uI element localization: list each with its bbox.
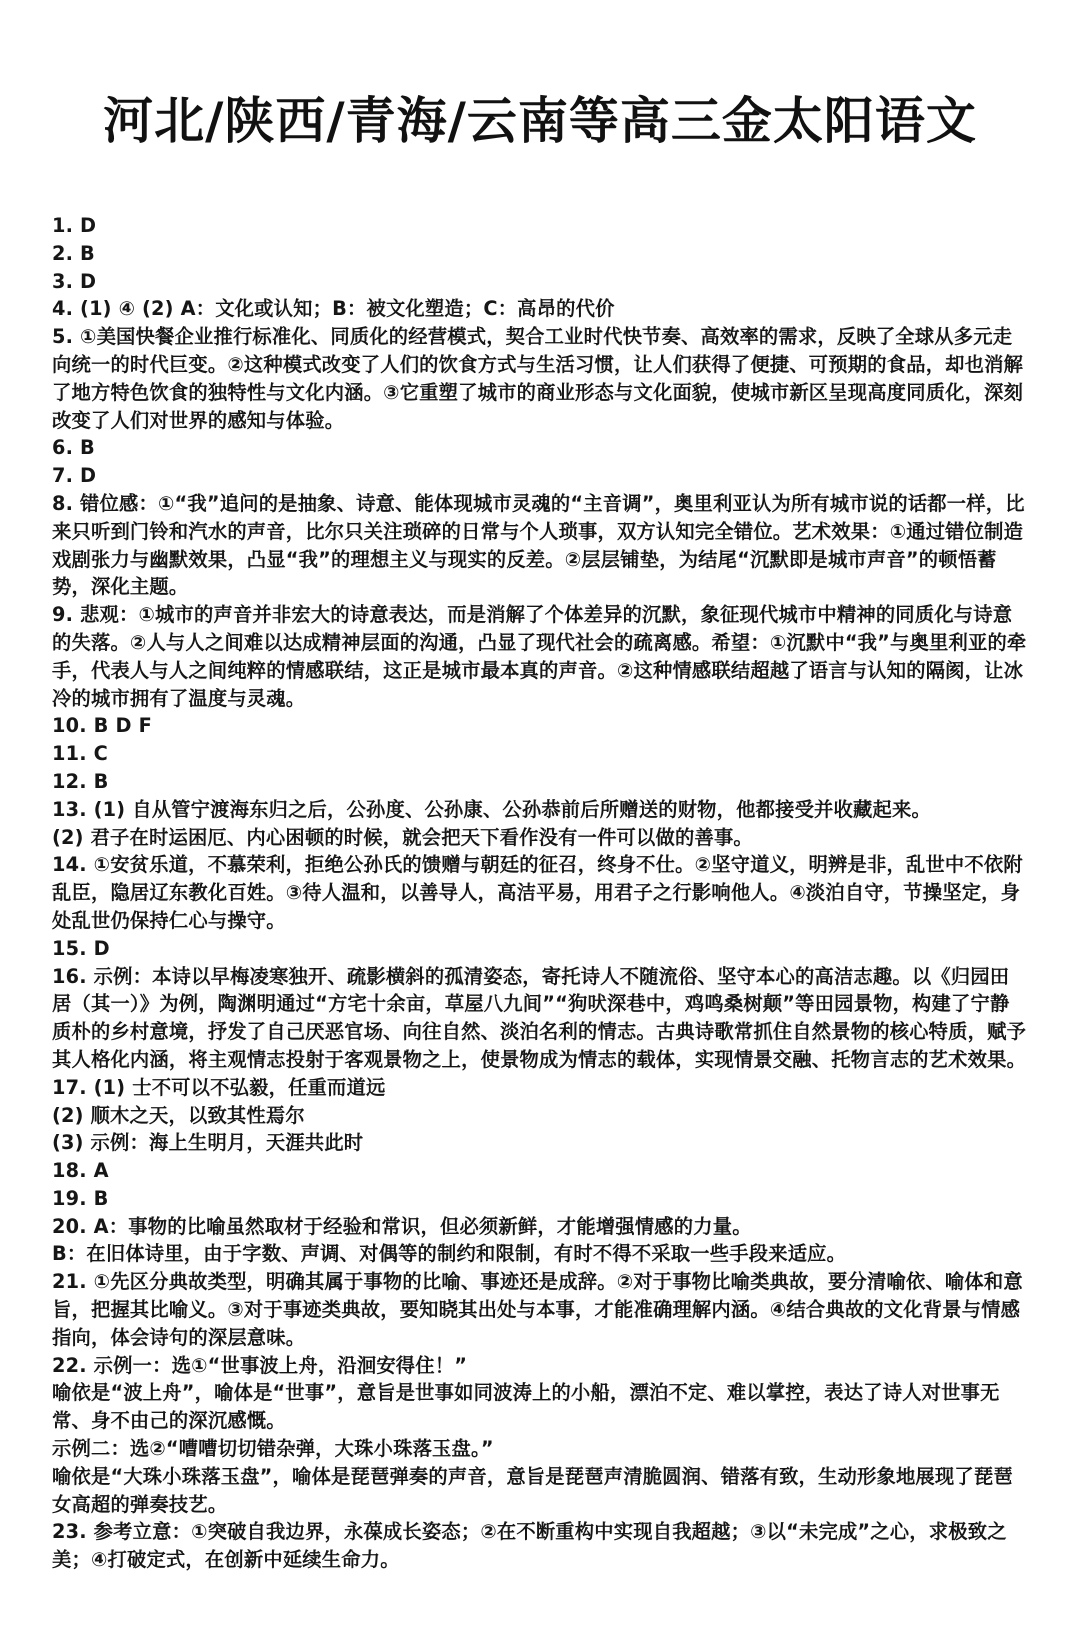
answer-line: 13. (1) 自从管宁渡海东归之后，公孙度、公孙康、公孙恭前后所赠送的财物，他都接受并收藏起来。 xyxy=(52,797,931,821)
answer-line: 17. (1) 士不可以不弘毅，任重而道远 xyxy=(52,1075,386,1099)
answer-line: 15. D xyxy=(52,936,110,960)
answer-line: 3. D xyxy=(52,269,97,293)
answer-line: 1. D xyxy=(52,214,97,237)
answer-line: 示例二：选②“嘈嘈切切错杂弹，大珠小珠落玉盘。” xyxy=(52,1437,494,1461)
answer-line: 6. B xyxy=(52,436,95,460)
answer-line: 7. D xyxy=(52,464,97,488)
answer-line: 喻依是“大珠小珠落玉盘”，喻体是琵琶弹奏的声音，意旨是琵琶声清脆圆润、错落有致，生动形象地展现了琵琶女高超的弹奏技艺。 xyxy=(52,1464,1013,1516)
answer-line: 8. 错位感：①“我”追问的是抽象、诗意、能体现城市灵魂的“主音调”，奥里利亚认为所有城市说的话都一样，比来只听到门铃和汽水的声音，比尔只关注琐碎的日常与个人琐事，双方认知完全错位。艺术效果：①通过错位制造戏剧张力与幽默效果，凸显“我”的理想主义与现实的反差。②层层铺垫，为结尾“沉默即是城市声音”的顿悟蓄势，深化主题。 xyxy=(52,491,1025,599)
answer-line: 21. ①先区分典故类型，明确其属于事物的比喻、事迹还是成辞。②对于事物比喻类典故，要分清喻依、喻体和意旨，把握其比喻义。③对于事迹类典故，要知晓其出处与本事，才能准确理解内涵。④结合典故的文化背景与情感指向，体会诗句的深层意味。 xyxy=(52,1270,1023,1349)
answer-line: (2) 君子在时运困厄、内心困顿的时候，就会把天下看作没有一件可以做的善事。 xyxy=(52,825,753,849)
answer-line: B：在旧体诗里，由于字数、声调、对偶等的制约和限制，有时不得不采取一些手段来适应。 xyxy=(52,1242,847,1266)
answer-line: 12. B xyxy=(52,769,109,793)
answer-line: 22. 示例一：选①“世事波上舟，沿洄安得住！” xyxy=(52,1353,468,1377)
answer-line: 2. B xyxy=(52,241,95,265)
answer-line: (3) 示例：海上生明月，天涯共此时 xyxy=(52,1131,364,1155)
answer-line: 5. ①美国快餐企业推行标准化、同质化的经营模式，契合工业时代快节奏、高效率的需求，反映了全球从多元走向统一的时代巨变。②这种模式改变了人们的饮食方式与生活习惯，让人们获得了便捷、可预期的食品，却也消解了地方特色饮食的独特性与文化内涵。③它重塑了城市的商业形态与文化面貌，使城市新区呈现高度同质化，深刻改变了人们对世界的感知与体验。 xyxy=(52,325,1024,432)
answer-list xyxy=(52,212,1028,1574)
answer-line: (2) 顺木之天，以致其性焉尔 xyxy=(52,1103,305,1127)
answer-line: 14. ①安贫乐道，不慕荣利，拒绝公孙氏的馈赠与朝廷的征召，终身不仕。②坚守道义，明辨是非，乱世中不依附乱臣，隐居辽东教化百姓。③待人温和，以善导人，高洁平易，用君子之行影响他人。④淡泊自守，节操坚定，身处乱世仍保持仁心与操守。 xyxy=(52,853,1023,932)
answer-line: 16. 示例：本诗以早梅凌寒独开、疏影横斜的孤清姿态，寄托诗人不随流俗、坚守本心的高洁志趣。以《归园田居（其一）》为例，陶渊明通过“方宅十余亩，草屋八九间”“狗吠深巷中，鸡鸣桑树颠”等田园景物，构建了宁静质朴的乡村意境，抒发了自己厌恶官场、向往自然、淡泊名利的情志。古典诗歌常抓住自然景物的核心特质，赋予其人格化内涵，将主观情志投射于客观景物之上，使景物成为情志的载体，实现情景交融、托物言志的艺术效果。 xyxy=(52,964,1027,1071)
answer-line: 20. A：事物的比喻虽然取材于经验和常识，但必须新鲜，才能增强情感的力量。 xyxy=(52,1214,752,1238)
answer-line: 10. B D F xyxy=(52,714,152,738)
answer-line: 19. B xyxy=(52,1186,109,1210)
answer-line: 9. 悲观：①城市的声音并非宏大的诗意表达，而是消解了个体差异的沉默，象征现代城市中精神的同质化与诗意的失落。②人与人之间难以达成精神层面的沟通，凸显了现代社会的疏离感。希望：①沉默中“我”与奥里利亚的牵手，代表人与人之间纯粹的情感联结，这正是城市最本真的声音。②这种情感联结超越了语言与认知的隔阂，让冰冷的城市拥有了温度与灵魂。 xyxy=(52,603,1027,710)
answer-line: 11. C xyxy=(52,742,109,766)
answer-line: 喻依是“波上舟”，喻体是“世事”，意旨是世事如同波涛上的小船，漂泊不定、难以掌控，表达了诗人对世事无常、身不由己的深沉感慨。 xyxy=(52,1381,1000,1433)
page-title: 河北/陕西/青海/云南等高三金太阳语文 xyxy=(103,92,977,150)
answer-line: 4. (1) ④ (2) A：文化或认知；B：被文化塑造；C：高昂的代价 xyxy=(52,297,615,321)
answer-line: 23. 参考立意：①突破自我边界，永葆成长姿态；②在不断重构中实现自我超越；③以“未完成”之心，求极致之美；④打破定式，在创新中延续生命力。 xyxy=(52,1520,1007,1572)
answer-line: 18. A xyxy=(52,1159,109,1183)
